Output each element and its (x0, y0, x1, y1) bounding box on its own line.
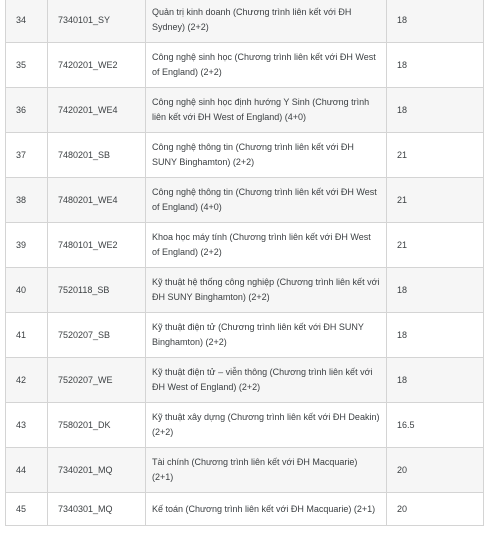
program-name: Kỹ thuật điện tử (Chương trình liên kết với ĐH SUNY Binghamton) (2+2) (146, 313, 387, 358)
cutoff-score: 21 (387, 178, 484, 223)
cutoff-score: 16.5 (387, 403, 484, 448)
program-name: Kế toán (Chương trình liên kết với ĐH Macquarie) (2+1) (146, 493, 387, 526)
program-code: 7340101_SY (48, 0, 146, 43)
table-row (6, 43, 484, 88)
program-code: 7340201_MQ (48, 448, 146, 493)
program-code: 7520118_SB (48, 268, 146, 313)
row-number: 42 (6, 358, 48, 403)
program-code: 7420201_WE4 (48, 88, 146, 133)
row-number: 45 (6, 493, 48, 526)
program-name: Công nghệ sinh học định hướng Y Sinh (Chương trình liên kết với ĐH West of England) (4+0) (146, 88, 387, 133)
row-number: 43 (6, 403, 48, 448)
table-row (6, 88, 484, 133)
program-name: Công nghệ thông tin (Chương trình liên kết với ĐH West of England) (4+0) (146, 178, 387, 223)
program-name: Công nghệ sinh học (Chương trình liên kết với ĐH West of England) (2+2) (146, 43, 387, 88)
row-number: 40 (6, 268, 48, 313)
program-code: 7580201_DK (48, 403, 146, 448)
program-code: 7520207_WE (48, 358, 146, 403)
admission-scores-table (5, 0, 484, 526)
table-row (6, 313, 484, 358)
program-code: 7420201_WE2 (48, 43, 146, 88)
cutoff-score: 21 (387, 133, 484, 178)
cutoff-score: 21 (387, 223, 484, 268)
row-number: 44 (6, 448, 48, 493)
row-number: 34 (6, 0, 48, 43)
cutoff-score: 18 (387, 43, 484, 88)
table-body (6, 0, 484, 526)
program-code: 7520207_SB (48, 313, 146, 358)
program-name: Công nghệ thông tin (Chương trình liên kết với ĐH SUNY Binghamton) (2+2) (146, 133, 387, 178)
program-name: Tài chính (Chương trình liên kết với ĐH Macquarie) (2+1) (146, 448, 387, 493)
table-row (6, 268, 484, 313)
table-row (6, 0, 484, 43)
row-number: 39 (6, 223, 48, 268)
program-name: Khoa học máy tính (Chương trình liên kết với ĐH West of England) (2+2) (146, 223, 387, 268)
program-name: Quản trị kinh doanh (Chương trình liên kết với ĐH Sydney) (2+2) (146, 0, 387, 43)
table-row (6, 493, 484, 526)
program-code: 7340301_MQ (48, 493, 146, 526)
cutoff-score: 20 (387, 493, 484, 526)
table-row (6, 133, 484, 178)
program-code: 7480201_WE4 (48, 178, 146, 223)
table-row (6, 358, 484, 403)
table-row (6, 448, 484, 493)
program-name: Kỹ thuật hệ thống công nghiệp (Chương trình liên kết với ĐH SUNY Binghamton) (2+2) (146, 268, 387, 313)
row-number: 36 (6, 88, 48, 133)
cutoff-score: 18 (387, 358, 484, 403)
cutoff-score: 20 (387, 448, 484, 493)
table-row (6, 178, 484, 223)
cutoff-score: 18 (387, 0, 484, 43)
row-number: 41 (6, 313, 48, 358)
program-name: Kỹ thuật điện tử – viễn thông (Chương trình liên kết với ĐH West of England) (2+2) (146, 358, 387, 403)
cutoff-score: 18 (387, 313, 484, 358)
row-number: 35 (6, 43, 48, 88)
program-code: 7480101_WE2 (48, 223, 146, 268)
table-row (6, 223, 484, 268)
row-number: 37 (6, 133, 48, 178)
cutoff-score: 18 (387, 88, 484, 133)
cutoff-score: 18 (387, 268, 484, 313)
program-code: 7480201_SB (48, 133, 146, 178)
row-number: 38 (6, 178, 48, 223)
table-row (6, 403, 484, 448)
program-name: Kỹ thuật xây dựng (Chương trình liên kết với ĐH Deakin) (2+2) (146, 403, 387, 448)
